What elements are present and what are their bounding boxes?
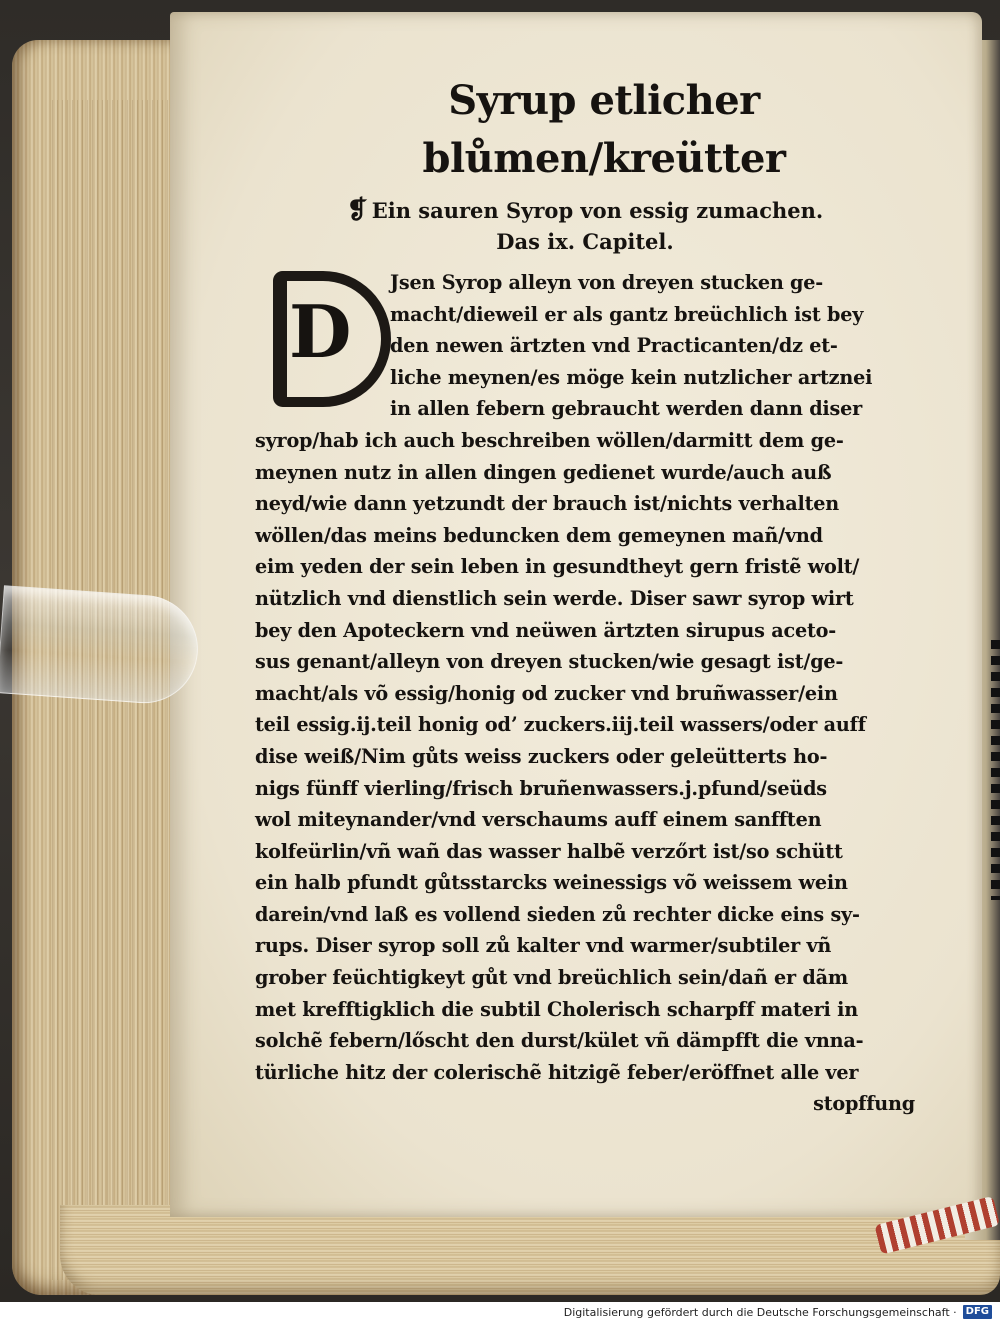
body-line: wöllen/das meins beduncken dem gemeynen mañ/vnd <box>255 523 823 547</box>
book-bottom-edge <box>60 1205 1000 1295</box>
body-line: darein/vnd laß es vollend sieden zů rechter dicke eins sy- <box>255 902 860 926</box>
body-line: Jsen Syrop alleyn von dreyen stucken ge- <box>390 271 824 294</box>
body-line: rups. Diser syrop soll zů kalter vnd warmer/subtiler vñ <box>255 934 832 958</box>
body-line: grober feüchtigkeyt gůt vnd breüchlich sein/dañ er dãm <box>255 966 848 990</box>
body-line: nützlich vnd dienstlich sein werde. Diser sawr syrop wirt <box>255 586 854 610</box>
body-line: bey den Apoteckern vnd neüwen ärtzten sirupus aceto- <box>255 618 837 642</box>
body-line: nigs fünff vierling/frisch bruñenwassers.j.pfund/seüds <box>255 776 827 800</box>
body-line: dise weiß/Nim gůts weiss zuckers oder geleütterts ho- <box>255 744 828 768</box>
body-line: stopffung <box>813 1092 915 1116</box>
page-holder-rod <box>0 585 202 707</box>
body-line: sus genant/alleyn von dreyen stucken/wie gesagt ist/ge- <box>255 650 844 674</box>
body-line: liche meynen/es möge kein nutzlicher artznei <box>390 365 873 389</box>
body-line: neyd/wie dann yetzundt der brauch ist/nichts verhalten <box>255 492 840 516</box>
digitization-footer <box>0 1302 1000 1324</box>
initial-letter: D <box>289 289 352 374</box>
body-line: solchẽ febern/lőscht den durst/kület vñ dämpfft die vnna- <box>255 1029 864 1053</box>
body-line: meynen nutz in allen dingen gedienet wurde/auch auß <box>255 460 832 484</box>
body-line: syrop/hab ich auch beschreiben wöllen/darmitt dem ge- <box>255 428 844 452</box>
body-line: eim yeden der sein leben in gesundtheyt gern fristẽ wolt/ <box>255 555 860 579</box>
body-line: ein halb pfundt gůtsstarcks weinessigs võ weissem wein <box>255 871 848 895</box>
body-line: macht/als võ essig/honig od zucker vnd bruñwasser/ein <box>255 681 838 705</box>
body-line: türliche hitz der colerischẽ hitzigẽ feber/eröffnet alle ver <box>255 1060 859 1084</box>
body-line: den newen ärtzten vnd Practicanten/dz et- <box>390 334 838 358</box>
footer-credit: Digitalisierung gefördert durch die Deutsche Forschungsgemeinschaft · <box>563 1306 957 1319</box>
chapter-number: Das ix. Capitel. <box>496 229 674 254</box>
body-line: in allen febern gebraucht werden dann diser <box>390 397 863 421</box>
running-head: Syrup etlicher blůmen/kreütter <box>422 77 786 182</box>
body-line: met krefftigklich die subtil Cholerisch scharpff materi in <box>255 997 858 1021</box>
chapter-title-text: Ein sauren Syrop von essig zumachen. <box>371 198 824 223</box>
pilcrow-icon: ❡ <box>346 195 368 224</box>
body-line: teil essig.ij.teil honig odʼ zuckers.iij.teil wassers/oder auff <box>255 713 866 737</box>
body-text <box>255 267 915 1120</box>
chapter-title <box>255 194 915 226</box>
dfg-logo: DFG <box>963 1305 992 1319</box>
body-line: wol miteynander/vnd verschaums auff einem sanfften <box>255 808 822 832</box>
body-line: kolfeürlin/vñ wañ das wasser halbẽ verzőrt ist/so schütt <box>255 839 843 863</box>
page-text <box>255 72 915 1120</box>
body-line: macht/dieweil er als gantz breüchlich ist bey <box>390 302 864 326</box>
